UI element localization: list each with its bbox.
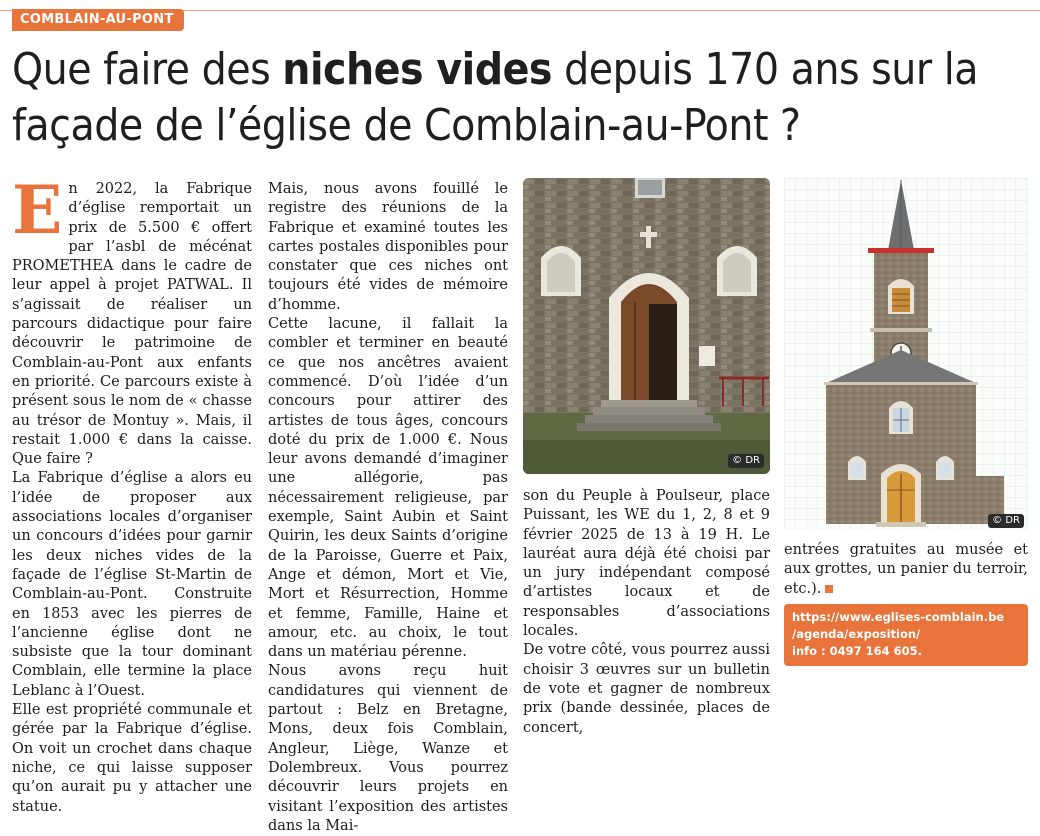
- article-column-2: [268, 180, 508, 836]
- contact-phone: info : 0497 164 605.: [792, 644, 923, 658]
- paragraph: [12, 171, 252, 469]
- article-column-4: [784, 541, 1028, 599]
- website-link[interactable]: https://www.eglises-comblain.be: [792, 610, 1005, 624]
- title-part-2: depuis 170 ans sur la façade de l’église de Comblain-au-Pont ?: [12, 44, 978, 151]
- section-tag: COMBLAIN-AU-PONT: [12, 9, 184, 31]
- paragraph-text: n 2022, la Fabrique d’église remportait un prix de 5.500 € offert par l’asbl de mécénat PROMETHEA dans le cadre de leur appel à projet PATWAL. Il s’agissait de réaliser un parcours didactique pour faire découvrir le patrimoine de Comblain-au-Pont aux enfants en priorité. Ce parcours existe à présent sous le nom de « chasse au trésor de Montuy ». Mais, il restait 1.000 € dans la caisse. Que faire ?: [12, 181, 252, 468]
- page-title: [12, 42, 1032, 154]
- article-column-3: [523, 487, 770, 738]
- paragraph: Mais, nous avons fouillé le registre des réunions de la Fabrique et examiné toutes les cartes postales disponibles pour constater que ces niches ont toujours été vides de mémoire d’homme.: [268, 181, 508, 313]
- end-mark-icon: [825, 585, 833, 593]
- article-column-1: [12, 171, 252, 817]
- website-path-link[interactable]: /agenda/exposition/: [792, 627, 921, 641]
- drawing-credit: © DR: [988, 514, 1024, 528]
- church-drawing: [784, 178, 1028, 530]
- paragraph-text: entrées gratuites au musée et aux grottes, un panier du terroir, etc.).: [784, 542, 1028, 597]
- paragraph: Nous avons reçu huit candidatures qui viennent de partout : Belz en Bretagne, Mons, deux fois Comblain, Angleur, Liège, Wanze et Dolembreux. Vous pourrez découvrir leurs projets en visitant l’exposition des artistes dans la Mai-: [268, 663, 508, 834]
- paragraph: La Fabrique d’église a alors eu l’idée de proposer aux associations locales d’organiser un concours d’idées pour garnir les deux niches vides de la façade de l’église St-Martin de Comblain-au-Pont. Construite en 1853 avec les pierres de l’ancienne église dont ne subsiste que la tour dominant Comblain, elle termine la place Leblanc à l’Ouest.: [12, 470, 252, 699]
- drop-cap: E: [12, 171, 63, 249]
- title-bold: niches vides: [282, 44, 552, 95]
- photo-credit: © DR: [728, 454, 764, 468]
- drawing-illustration: [784, 178, 1028, 530]
- paragraph: son du Peuple à Poulseur, place Puissant, les WE du 1, 2, 8 et 9 février 2025 de 13 à 19 H. Le lauréat aura déjà été choisi par un jury indépendant composé d’artistes locaux et de responsables d’associations locales.: [523, 488, 770, 640]
- photo-illustration: [523, 178, 770, 474]
- church-entrance-photo: [523, 178, 770, 474]
- paragraph: De votre côté, vous pourrez aussi choisir 3 œuvres sur un bulletin de vote et gagner de nombreux prix (bande dessinée, places de concert,: [523, 642, 770, 736]
- paragraph: Elle est propriété communale et gérée par la Fabrique d’église. On voit un crochet dans chaque niche, ce qui laisse supposer qu’on aurait pu y attacher une statue.: [12, 702, 252, 815]
- paragraph: [784, 541, 1028, 599]
- paragraph: Cette lacune, il fallait la combler et terminer en beauté ce que nos ancêtres avaient commencé. D’où l’idée d’un concours pour attirer des artistes de tous âges, concours doté du prix de 1.000 €. Nous leur avons demandé d’imaginer une allégorie, pas nécessairement religieuse, par exemple, Saint Aubin et Saint Quirin, les deux Saints d’origine de la Paroisse, Guerre et Paix, Ange et démon, Mort et Vie, Mort et Résurrection, Homme et femme, Famille, Haine et amour, etc. au choix, le tout dans un matériau pérenne.: [268, 316, 508, 661]
- info-box: [784, 604, 1028, 666]
- title-part-1: Que faire des: [12, 44, 283, 95]
